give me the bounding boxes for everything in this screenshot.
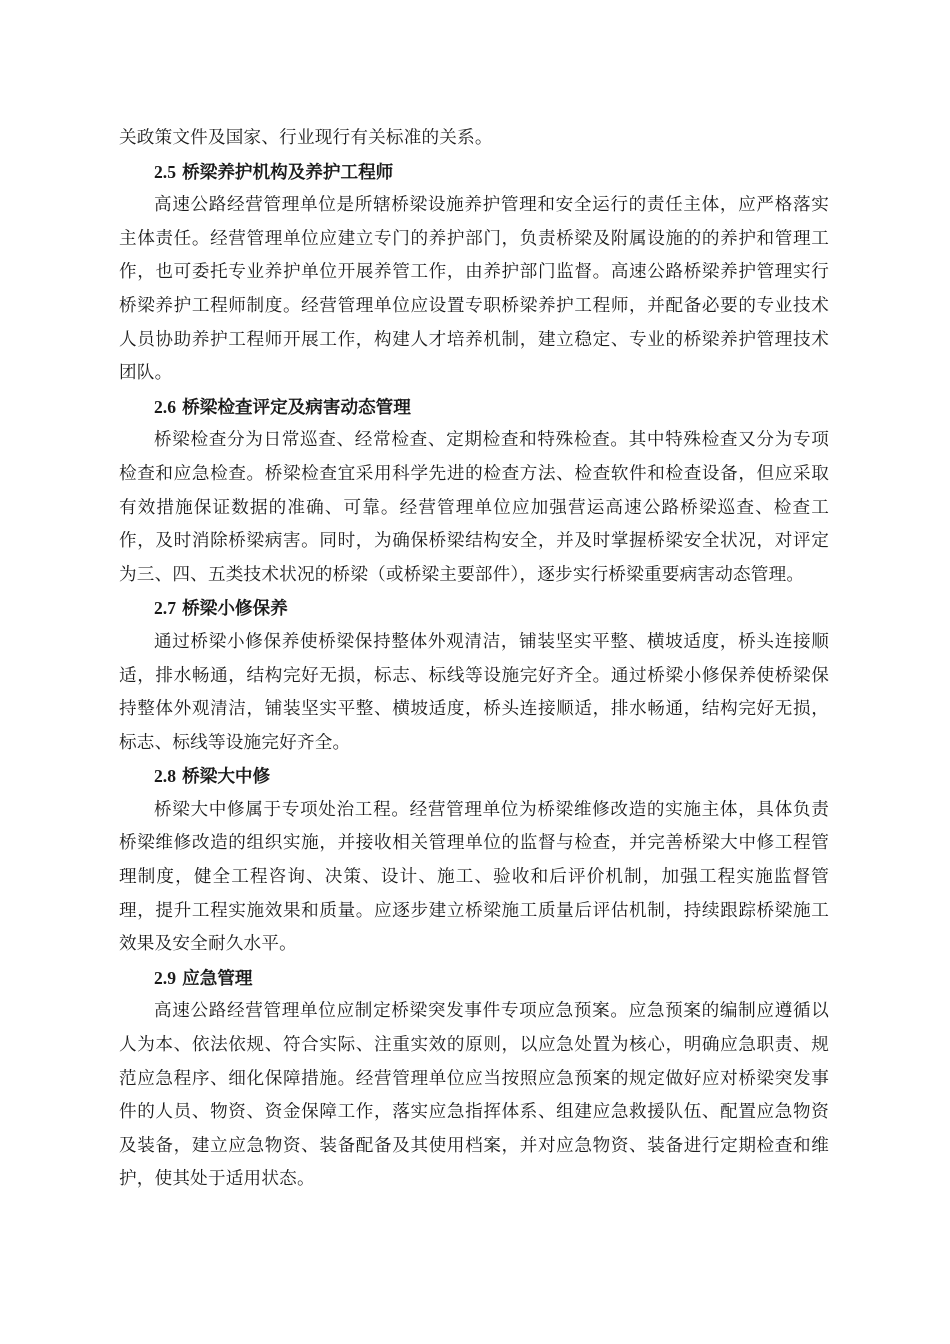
section-title: 应急管理	[182, 967, 253, 989]
section-heading-2-8	[119, 760, 829, 794]
document-content	[119, 122, 829, 1197]
section-heading-2-6	[119, 391, 829, 425]
section-heading-2-5	[119, 156, 829, 190]
section-number: 2.9	[154, 967, 176, 988]
section-title: 桥梁大中修	[182, 766, 271, 788]
intro-paragraph: 关政策文件及国家、行业现行有关标准的关系。	[119, 128, 493, 148]
section-title: 桥梁检查评定及病害动态管理	[182, 396, 411, 418]
section-number: 2.8	[154, 766, 176, 787]
section-title: 桥梁养护机构及养护工程师	[182, 161, 394, 183]
section-heading-2-7	[119, 592, 829, 626]
section-title: 桥梁小修保养	[182, 598, 288, 620]
section-body-2-8: 桥梁大中修属于专项处治工程。经营管理单位为桥梁维修改造的实施主体，具体负责桥梁维修改造的组织实施，并接收相关管理单位的监督与检查，并完善桥梁大中修工程管理制度，健全工程咨询、决策、设计、施工、验收和后评价机制，加强工程实施监督管理，提升工程实施效果和质量。应逐步建立桥梁施工质量后评估机制，持续跟踪桥梁施工效果及安全耐久水平。	[119, 799, 829, 955]
section-body-2-7: 通过桥梁小修保养使桥梁保持整体外观清洁，铺装坚实平整、横坡适度，桥头连接顺适，排水畅通，结构完好无损，标志、标线等设施完好齐全。通过桥梁小修保养使桥梁保持整体外观清洁，铺装坚实平整、横坡适度，桥头连接顺适，排水畅通，结构完好无损，标志、标线等设施完好齐全。	[119, 631, 829, 753]
section-body-2-5: 高速公路经营管理单位是所辖桥梁设施养护管理和安全运行的责任主体，应严格落实主体责任。经营管理单位应建立专门的养护部门，负责桥梁及附属设施的的养护和管理工作，也可委托专业养护单位开展养管工作，由养护部门监督。高速公路桥梁养护管理实行桥梁养护工程师制度。经营管理单位应设置专职桥梁养护工程师，并配备必要的专业技术人员协助养护工程师开展工作，构建人才培养机制，建立稳定、专业的桥梁养护管理技术团队。	[119, 195, 829, 384]
section-body-2-9: 高速公路经营管理单位应制定桥梁突发事件专项应急预案。应急预案的编制应遵循以人为本、依法依规、符合实际、注重实效的原则，以应急处置为核心，明确应急职责、规范应急程序、细化保障措施。经营管理单位应当按照应急预案的规定做好应对桥梁突发事件的人员、物资、资金保障工作，落实应急指挥体系、组建应急救援队伍、配置应急物资及装备，建立应急物资、装备配备及其使用档案，并对应急物资、装备进行定期检查和维护，使其处于适用状态。	[119, 1001, 829, 1190]
section-number: 2.7	[154, 598, 176, 619]
section-body-2-6: 桥梁检查分为日常巡查、经常检查、定期检查和特殊检查。其中特殊检查又分为专项检查和应急检查。桥梁检查宜采用科学先进的检查方法、检查软件和检查设备，但应采取有效措施保证数据的准确、可靠。经营管理单位应加强营运高速公路桥梁巡查、检查工作，及时消除桥梁病害。同时，为确保桥梁结构安全，并及时掌握桥梁安全状况，对评定为三、四、五类技术状况的桥梁（或桥梁主要部件），逐步实行桥梁重要病害动态管理。	[119, 430, 829, 585]
section-number: 2.6	[154, 396, 176, 417]
section-heading-2-9	[119, 962, 829, 996]
section-number: 2.5	[154, 161, 176, 182]
